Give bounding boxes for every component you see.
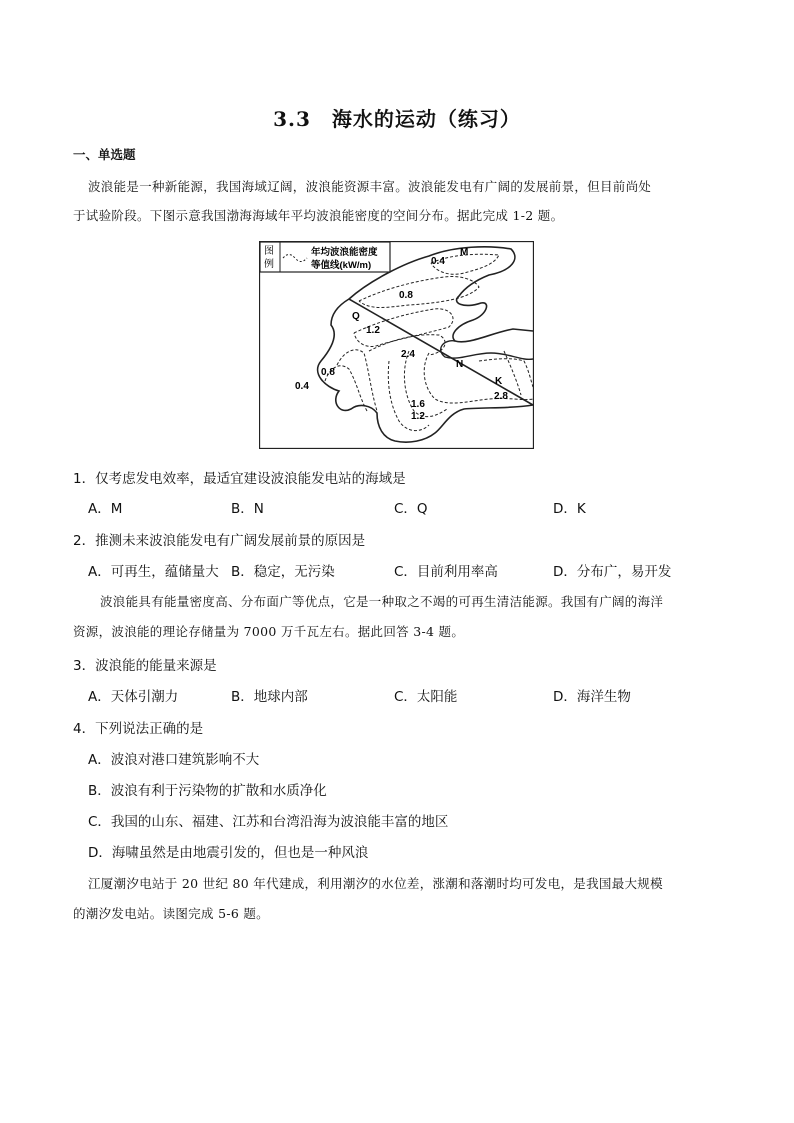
section-heading: 一、单选题 — [73, 147, 136, 162]
question-2-stem: 2．推测未来波浪能发电有广阔发展前景的原因是 — [73, 533, 366, 549]
question-1-stem: 1．仅考虑发电效率，最适宜建设波浪能发电站的海域是 — [73, 471, 406, 487]
legend-label-1: 图 — [264, 246, 274, 257]
question-1-option-b[interactable]: B．N — [231, 501, 264, 517]
question-4-option-a[interactable]: A．波浪对港口建筑影响不大 — [88, 752, 260, 768]
legend-label-2: 例 — [264, 259, 274, 270]
question-1-option-c[interactable]: C．Q — [394, 501, 428, 517]
question-3-stem: 3．波浪能的能量来源是 — [73, 658, 217, 674]
passage-3-line-1: 江厦潮汐电站于 20 世纪 80 年代建成，利用潮汐的水位差，涨潮和落潮时均可发电，是我国最大规模 — [88, 876, 663, 891]
point-label-q: Q — [352, 311, 360, 322]
point-label-m: M — [460, 247, 469, 258]
passage-1-line-2: 于试验阶段。下图示意我国渤海海域年平均波浪能密度的空间分布。据此完成 1-2 题。 — [73, 208, 564, 223]
question-3-option-c[interactable]: C．太阳能 — [394, 689, 458, 705]
passage-1-line-1: 波浪能是一种新能源，我国海域辽阔，波浪能资源丰富。波浪能发电有广阔的发展前景，但目前尚处 — [88, 179, 652, 194]
question-1-option-a[interactable]: A．M — [88, 501, 123, 517]
question-4-option-c[interactable]: C．我国的山东、福建、江苏和台湾沿海为波浪能丰富的地区 — [88, 814, 449, 830]
question-4-stem: 4．下列说法正确的是 — [73, 721, 204, 737]
question-4-option-d[interactable]: D．海啸虽然是由地震引发的，但也是一种风浪 — [88, 845, 369, 861]
question-3-option-d[interactable]: D．海洋生物 — [553, 689, 631, 705]
contour-label-2.8: 2.8 — [494, 391, 508, 402]
question-1-option-d[interactable]: D．K — [553, 501, 586, 517]
contour-label-1.2-south: 1.2 — [411, 411, 425, 422]
wave-energy-density-map — [259, 241, 534, 449]
question-2-option-b[interactable]: B．稳定，无污染 — [231, 564, 335, 580]
question-2-option-d[interactable]: D．分布广，易开发 — [553, 564, 672, 580]
contour-label-0.4-north: 0.4 — [431, 256, 445, 267]
legend-text-1: 年均波浪能密度 — [311, 247, 378, 258]
question-3-option-a[interactable]: A．天体引潮力 — [88, 689, 179, 705]
page-title: 3.3 海水的运动（练习） — [273, 107, 521, 131]
question-2-option-a[interactable]: A．可再生，蕴储量大 — [88, 564, 219, 580]
passage-2-line-2: 资源，波浪能的理论存储量为 7000 万千瓦左右。据此回答 3-4 题。 — [73, 624, 465, 639]
question-2-option-c[interactable]: C．目前利用率高 — [394, 564, 498, 580]
question-3-option-b[interactable]: B．地球内部 — [231, 689, 308, 705]
contour-label-0.4-south: 0.4 — [295, 381, 309, 392]
point-label-k: K — [495, 376, 503, 387]
contour-label-1.6: 1.6 — [411, 399, 425, 410]
passage-2-line-1: 波浪能具有能量密度高、分布面广等优点，它是一种取之不竭的可再生清洁能源。我国有广阔的海洋 — [100, 594, 664, 609]
point-label-n: N — [456, 359, 464, 370]
contour-label-0.8-north: 0.8 — [399, 290, 413, 301]
passage-3-line-2: 的潮汐发电站。读图完成 5-6 题。 — [73, 906, 269, 921]
question-4-option-b[interactable]: B．波浪有利于污染物的扩散和水质净化 — [88, 783, 327, 799]
legend-text-2: 等值线(kW/m) — [311, 260, 372, 271]
contour-label-1.2: 1.2 — [366, 325, 380, 336]
contour-label-2.4: 2.4 — [401, 349, 415, 360]
contour-label-0.8-south: 0.8 — [321, 367, 335, 378]
